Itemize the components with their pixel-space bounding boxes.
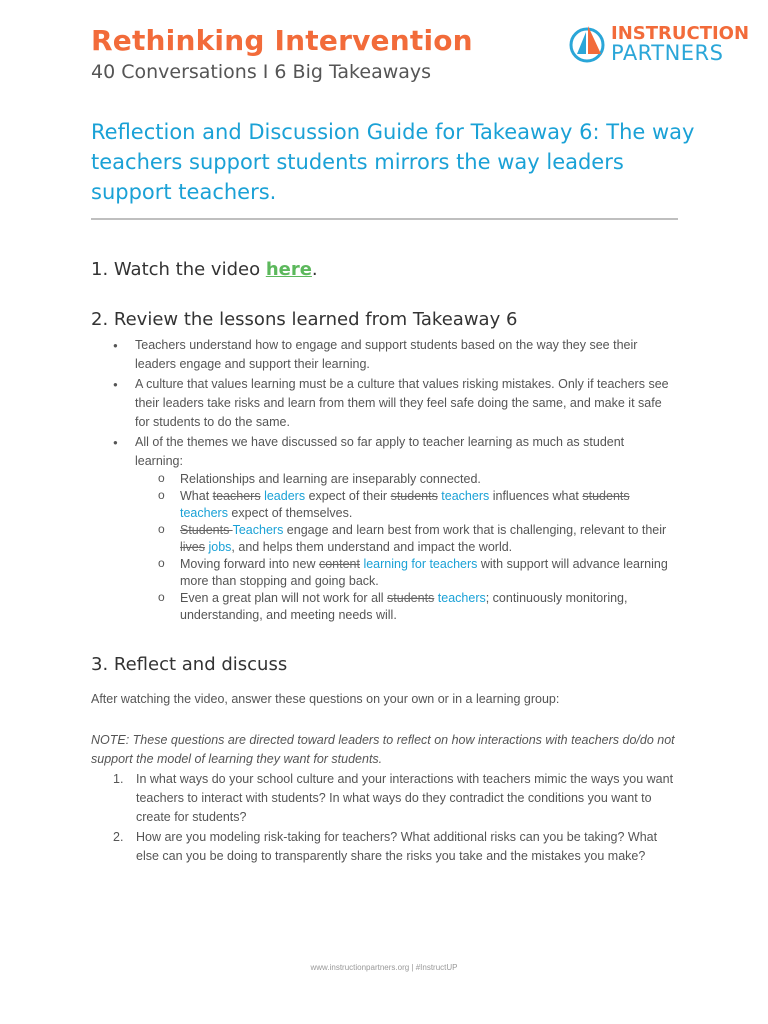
guide-heading: Reflection and Discussion Guide for Takeaway 6: The way teachers support students mirrors the way leaders support teachers. <box>91 120 695 204</box>
question-number: 1. <box>113 772 124 786</box>
question-text: How are you modeling risk-taking for teachers? What additional risks can you be taking? What else can you be doing to transparently share the risks you take and the mistakes you make? <box>136 830 658 863</box>
deleted-word: students <box>387 591 435 605</box>
step3-heading: 3. Reflect and discuss <box>91 654 288 675</box>
video-link[interactable]: here <box>265 259 312 280</box>
sub-text: Moving forward into new <box>180 557 319 571</box>
sub-text: influences what <box>489 489 583 503</box>
list-item <box>113 375 673 432</box>
logo-text-instruction: INSTRUCTION <box>611 23 750 44</box>
step3-note: NOTE: These questions are directed toward leaders to reflect on how interactions with teachers do/do not support the model of learning they want for students. <box>91 733 675 766</box>
instruction-partners-logo <box>568 22 748 70</box>
inserted-word: teachers <box>180 506 228 520</box>
deleted-word: lives <box>180 540 206 554</box>
deleted-word: content <box>318 557 360 571</box>
sail-logo-icon <box>568 24 606 64</box>
sub-text: engage and learn best from work that is challenging, relevant to their <box>283 523 667 537</box>
step1-heading <box>91 259 318 280</box>
question-item <box>113 828 678 866</box>
sub-text: What <box>180 489 213 503</box>
lessons-list <box>113 336 673 625</box>
sublist-item <box>158 522 673 556</box>
bullet-text: A culture that values learning must be a culture that values risking mistakes. Only if teachers see their leaders take risks and learn from them will they feel safe doing the same, and make it safe for students to do the same. <box>135 377 669 429</box>
logo-text-partners: PARTNERS <box>611 41 724 65</box>
document-subtitle: 40 Conversations I 6 Big Takeaways <box>91 61 432 83</box>
divider <box>91 218 678 220</box>
sublist-item <box>158 556 673 590</box>
inserted-word: teachers <box>437 489 490 503</box>
list-item <box>113 336 673 374</box>
footer-text: www.instructionpartners.org | #InstructUP <box>310 963 458 972</box>
question-number: 2. <box>113 830 124 844</box>
bullet-text: All of the themes we have discussed so far apply to teacher learning as much as student learning: <box>135 435 625 468</box>
question-item <box>113 770 678 827</box>
question-text: In what ways do your school culture and your interactions with teachers mimic the ways you want teachers to interact with students? In what ways do they contradict the conditions you want to create for students? <box>136 772 674 824</box>
step2-heading: 2. Review the lessons learned from Takeaway 6 <box>91 309 518 330</box>
inserted-word: jobs <box>205 540 232 554</box>
deleted-word: students <box>582 489 630 503</box>
sub-text: expect of their <box>305 489 391 503</box>
inserted-word: leaders <box>260 489 306 503</box>
sub-text: Relationships and learning are inseparably connected. <box>180 472 481 486</box>
sub-text: expect of themselves. <box>227 506 353 520</box>
sub-text: with support will advance learning more than stopping and going back. <box>180 557 668 588</box>
themes-sublist <box>158 471 673 624</box>
step3-intro: After watching the video, answer these questions on your own or in a learning group: <box>91 692 560 706</box>
step1-prefix: 1. Watch the video <box>91 259 266 280</box>
document-title: Rethinking Intervention <box>91 24 473 57</box>
step1-suffix: . <box>311 259 318 280</box>
sublist-item <box>158 488 673 522</box>
list-item <box>113 433 673 624</box>
sublist-item <box>158 590 673 624</box>
questions-list <box>113 770 678 867</box>
bullet-text: Teachers understand how to engage and support students based on the way they see their leaders engage and support their learning. <box>135 338 638 371</box>
deleted-word: Students <box>180 523 233 537</box>
sub-text: Even a great plan will not work for all <box>180 591 388 605</box>
inserted-word: Teachers <box>232 523 284 537</box>
sublist-item <box>158 471 673 488</box>
inserted-word: teachers <box>434 591 486 605</box>
sub-text: , and helps them understand and impact the world. <box>231 540 513 554</box>
deleted-word: students <box>390 489 438 503</box>
inserted-word: learning for teachers <box>359 557 478 571</box>
deleted-word: teachers <box>212 489 261 503</box>
sub-text: ; continuously monitoring, understanding, and meeting needs will. <box>180 591 628 622</box>
